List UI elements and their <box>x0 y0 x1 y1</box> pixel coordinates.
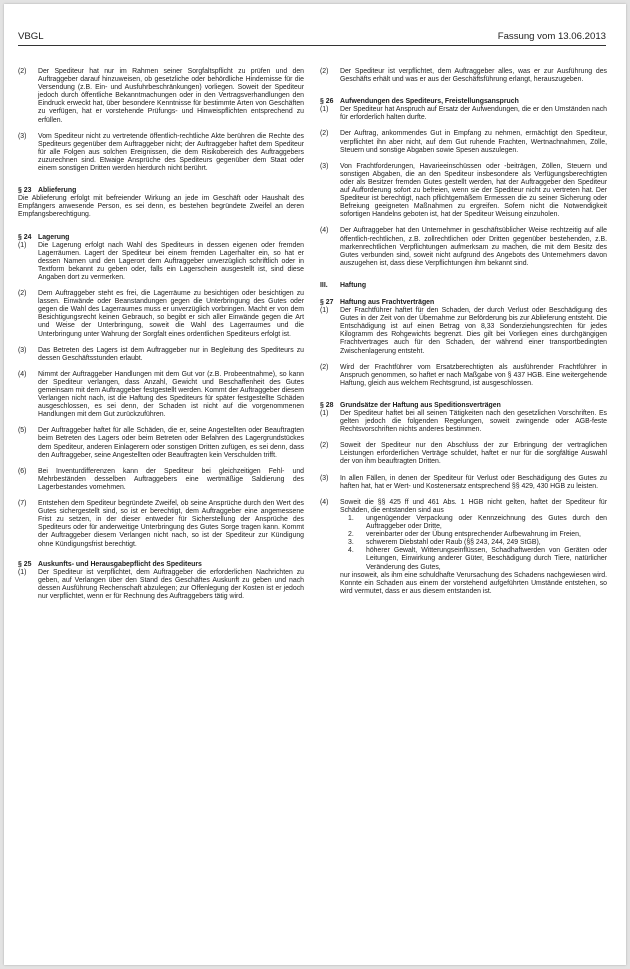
paragraph-text: Vom Spediteur nicht zu vertretende öffentlich-rechtliche Akte berühren die Rechte des Spediteurs gegenüber dem Auftraggeber nicht; der Auftraggeber haftet dem Spediteur für alle Folgen aus solchen Ereignissen, die dem Risikobereich des Auftraggebers zuzurechnen sind. Etwaige Ansprüche des Spediteurs gegenüber dem Staat oder einem sonstigen Dritten werden hierdurch nicht berührt. <box>38 132 304 173</box>
paragraph-number: (1) <box>18 241 27 249</box>
section-24-heading <box>18 234 304 242</box>
part-number: III. <box>320 281 328 289</box>
paragraph-number: (6) <box>18 467 27 475</box>
section-28-heading <box>320 402 607 410</box>
paragraph-number: (3) <box>320 474 329 482</box>
paragraph-text: Der Auftrag, ankommendes Gut in Empfang zu nehmen, ermächtigt den Spediteur, verpflichtet ihn aber nicht, auf dem Gut ruhende Frachten, Wertnachnahmen, Zölle, Steuern und sonstige Abgaben sowie Spesen auszulegen. <box>340 130 607 154</box>
paragraph-27-1 <box>320 307 607 356</box>
paragraph-text: Der Spediteur ist verpflichtet, dem Auftraggeber alles, was er zur Ausführung des Geschäfts erhält und was er aus der Geschäftsführung erlangt, herauszugeben. <box>340 68 607 84</box>
paragraph-22-3 <box>18 133 304 173</box>
paragraph-25-2 <box>320 68 607 84</box>
paragraph-22-2 <box>18 68 304 125</box>
paragraph-text: Der Spediteur hat nur im Rahmen seiner Sorgfaltspflicht zu prüfen und den Auftraggeber darauf hinzuweisen, ob gesetzliche oder behördliche Hindernisse für die Versendung (z.B. Ein- und Ausfuhrbeschränkungen) vorliegen. Soweit der Spediteur jedoch durch öffentliche Bekanntmachungen oder in den Vertragsverhandlungen den Eindruck erweckt hat, über besondere Kenntnisse für bestimmte Arten von Geschäften zu verfügen, hat er vorstehende Prüfungs- und Hinweispflichten entsprechend zu erfüllen. <box>38 68 304 124</box>
section-number: § 25 <box>18 560 32 568</box>
section-23-heading <box>18 187 304 195</box>
part-3-heading <box>320 282 607 290</box>
paragraph-text: Der Auftraggeber hat den Unternehmer in geschäftsüblicher Weise rechtzeitig auf alle öffentlich-rechtlichen, z.B. zollrechtlichen oder Dritten gegenüber bestehenden, z.B. markenrechtlichen Verpflichtungen aufmerksam zu machen, die mit dem Besitz des Gutes verbunden sind, soweit nicht aufgrund des Angebots des Unternehmers davon auszugehen ist, dass diese Verpflichtungen ihm bekannt sind. <box>340 227 607 267</box>
paragraph-number: (5) <box>18 427 27 435</box>
paragraph-24-3 <box>18 347 304 363</box>
paragraph-number: (3) <box>18 346 27 354</box>
paragraph-number: (2) <box>320 68 329 75</box>
document-page <box>4 4 626 965</box>
closing-paragraph: nur insoweit, als ihm eine schuldhafte Verursachung des Schadens nachgewiesen wird. Konnte ein Schaden aus einem der vorstehend aufgeführten Umstände entstehen, so wird vermutet, dass er aus diesem entstanden ist. <box>340 571 607 595</box>
paragraph-24-7 <box>18 500 304 549</box>
paragraph-text: Der Spediteur haftet bei all seinen Tätigkeiten nach den gesetzlichen Vorschriften. Es gelten jedoch die folgenden Regelungen, soweit zwingende oder AGB-feste Rechtsvorschriften nichts anderes bestimmen. <box>340 410 607 434</box>
section-25-heading <box>18 561 304 569</box>
section-title: Auskunfts- und Herausgabepflicht des Spediteurs <box>38 560 202 568</box>
paragraph-26-3 <box>320 163 607 220</box>
paragraph-text: Nimmt der Auftraggeber Handlungen mit dem Gut vor (z.B. Probeentnahme), so kann der Spediteur verlangen, dass Anzahl, Gewicht und Beschaffenheit des Gutes gemeinsam mit dem Auftraggeber festgestellt werden. Kommt der Auftraggeber diesem Verlangen nicht nach, ist die Haftung des Spediteurs für später festgestellte Schäden ausgeschlossen, es sei denn, der Schaden ist nicht auf die vorgenommenen Handlungen mit dem Gut zurückzuführen. <box>38 370 304 419</box>
paragraph-text: Entstehen dem Spediteur begründete Zweifel, ob seine Ansprüche durch den Wert des Gutes sichergestellt sind, so ist er berechtigt, dem Auftraggeber eine angemessene Frist zu setzen, in der dieser entweder für Sicherstellung der Ansprüche des Spediteurs oder für anderweitige Unterbringung des Gutes Sorge tragen kann. Kommt der Auftraggeber diesem Verlangen nicht nach, so ist der Spediteur zur Kündigung ohne Kündigungsfrist berechtigt. <box>38 500 304 548</box>
paragraph-text: Der Spediteur hat Anspruch auf Ersatz der Aufwendungen, die er den Umständen nach für erforderlich halten durfte. <box>340 106 607 122</box>
paragraph-number: (1) <box>18 568 27 576</box>
paragraph-number: (2) <box>320 130 329 138</box>
paragraph-number: (3) <box>320 162 329 170</box>
section-title: Lagerung <box>38 233 70 241</box>
left-column <box>18 68 304 609</box>
paragraph-24-2 <box>18 290 304 339</box>
paragraph-text: In allen Fällen, in denen der Spediteur für Verlust oder Beschädigung des Gutes zu haften hat, hat er Wert- und Kostenersatz entsprechend §§ 429, 430 HGB zu leisten. <box>340 474 607 490</box>
paragraph-text: Der Spediteur ist verpflichtet, dem Auftraggeber die erforderlichen Nachrichten zu geben, auf Verlangen über den Stand des Geschäftes Auskunft zu geben und nach dessen Ausführung Rechenschaft abzulegen; zur Offenlegung der Kosten ist er jedoch nur verpflichtet, wenn er für Rechnung des Auftraggebers tätig wird. <box>38 568 304 600</box>
paragraph-number: (2) <box>320 363 329 371</box>
paragraph-24-1 <box>18 242 304 282</box>
page-header <box>18 27 606 45</box>
section-number: § 24 <box>18 233 32 241</box>
section-23-text: Die Ablieferung erfolgt mit befreiender Wirkung an jede im Geschäft oder Haushalt des Empfängers anwesende Person, es sei denn, es bestehen begründete Zweifel an deren Empfangsberechtigung. <box>18 195 304 219</box>
section-title: Ablieferung <box>38 187 77 195</box>
paragraph-27-2 <box>320 364 607 388</box>
paragraph-28-3 <box>320 475 607 491</box>
list-item <box>340 547 607 571</box>
header-divider <box>18 45 606 46</box>
section-27-heading <box>320 299 607 307</box>
list-item <box>340 539 607 547</box>
paragraph-number: (1) <box>320 106 329 114</box>
paragraph-number: (4) <box>320 498 329 506</box>
list-item-number: 4. <box>348 547 354 555</box>
section-number: § 27 <box>320 298 334 306</box>
right-column <box>320 68 607 596</box>
paragraph-28-4 <box>320 499 607 515</box>
header-version-date: Fassung vom 13.06.2013 <box>497 31 606 42</box>
paragraph-text: Die Lagerung erfolgt nach Wahl des Spediteurs in dessen eigenen oder fremden Lagerräumen. Lagert der Spediteur bei einem fremden Lagerhalter ein, so hat er dessen Namen und den Lagerort dem Auftraggeber unverzüglich schriftlich oder in Textform bekannt zu geben oder, falls ein Lagerschein ausgestellt ist, sind diese Angaben dort zu vermerken. <box>38 241 304 281</box>
paragraph-26-4 <box>320 227 607 267</box>
list-item <box>340 531 607 539</box>
section-number: § 26 <box>320 98 334 106</box>
paragraph-text: Wird der Frachtführer vom Ersatzberechtigten als ausführender Frachtführer in Anspruch genommen, so haftet er nach Maßgabe von § 437 HGB. Eine weitergehende Haftung, gleich aus welchem Rechtsgrund, ist ausgeschlossen. <box>340 363 607 387</box>
section-number: § 23 <box>18 187 32 195</box>
list-item-text: ungenügender Verpackung oder Kennzeichnung des Gutes durch den Auftraggeber oder Dritte, <box>366 514 607 531</box>
section-title: Haftung aus Frachtverträgen <box>340 298 435 306</box>
paragraph-number: (1) <box>320 307 329 315</box>
section-title: Aufwendungen des Spediteurs, Freistellungsanspruch <box>340 98 519 106</box>
paragraph-text: Dem Auftraggeber steht es frei, die Lagerräume zu besichtigen oder besichtigen zu lassen. Einwände oder Beanstandungen gegen die Unterbringung des Gutes oder gegen die Wahl des Lagerraumes muss er unverzüglich vorbringen. Macht er von dem Besichtigungsrecht keinen Gebrauch, so begibt er sich aller Einwände gegen die Art und Weise der Unterbringung, soweit die Wahl des Lagerraumes und die Unterbringung unter Wahrung der Sorgfalt eines ordentlichen Spediteurs erfolgt ist. <box>38 290 304 338</box>
paragraph-24-4 <box>18 371 304 420</box>
paragraph-number: (4) <box>320 227 329 235</box>
paragraph-number: (7) <box>18 500 27 508</box>
paragraph-28-1 <box>320 410 607 434</box>
paragraph-number: (2) <box>320 442 329 450</box>
header-title: VBGL <box>18 31 44 42</box>
paragraph-number: (2) <box>18 68 27 75</box>
list-item-number: 1. <box>348 514 354 522</box>
section-title: Grundsätze der Haftung aus Speditionsverträgen <box>340 401 501 409</box>
paragraph-24-6 <box>18 468 304 492</box>
paragraph-28-2 <box>320 442 607 466</box>
list-item <box>340 515 607 531</box>
enumeration-list <box>320 515 607 596</box>
list-item-text: schwerem Diebstahl oder Raub (§§ 243, 244, 249 StGB), <box>366 539 541 547</box>
section-number: § 28 <box>320 401 334 409</box>
section-26-heading <box>320 98 607 106</box>
paragraph-25-1 <box>18 569 304 601</box>
list-item-number: 2. <box>348 531 354 539</box>
list-item-text: höherer Gewalt, Witterungseinflüssen, Schadhaftwerden von Geräten oder Leitungen, Einwirkung anderer Güter, Beschädigung durch Tiere, natürlicher Veränderung des Gutes, <box>366 547 607 571</box>
paragraph-number: (1) <box>320 410 329 417</box>
paragraph-number: (4) <box>18 370 27 378</box>
paragraph-text: Soweit die §§ 425 ff und 461 Abs. 1 HGB nicht gelten, haftet der Spediteur für Schäden, die entstanden sind aus <box>340 498 607 514</box>
paragraph-number: (2) <box>18 290 27 298</box>
paragraph-26-2 <box>320 130 607 154</box>
part-title: Haftung <box>340 281 367 289</box>
paragraph-text: Bei Inventurdifferenzen kann der Spediteur bei gleichzeitigen Fehl- und Mehrbeständen desselben Auftraggebers eine wertmäßige Saldierung des Lagerbestandes vornehmen. <box>38 467 304 491</box>
paragraph-26-1 <box>320 106 607 122</box>
paragraph-text: Der Auftraggeber haftet für alle Schäden, die er, seine Angestellten oder Beauftragten beim Betreten des Lagers oder beim Betreten oder Befahren des Lagergrundstückes dem Spediteur, anderen Einlagerern oder sonstigen Dritten zufügen, es sei denn, dass den Auftraggeber, seine Angestellten oder Beauftragten kein Verschulden trifft. <box>38 427 304 459</box>
paragraph-text: Soweit der Spediteur nur den Abschluss der zur Erbringung der vertraglichen Leistungen erforderlichen Verträge schuldet, haftet er nur für die sorgfältige Auswahl der von ihm beauftragten Dritten. <box>340 442 607 466</box>
list-item-number: 3. <box>348 539 354 547</box>
paragraph-text: Der Frachtführer haftet für den Schaden, der durch Verlust oder Beschädigung des Gutes in der Zeit von der Übernahme zur Beförderung bis zur Ablieferung entsteht. Die Entschädigung ist auf einen Betrag von 8,33 Sonderziehungsrechten für jedes Kilogramm des Rohgewichts begrenzt. Dies gilt bei Vorliegen eines durchgängigen Frachtvertrages auch für den Schaden, der während einer transportbedingten Zwischenlagerung entsteht. <box>340 307 607 355</box>
paragraph-24-5 <box>18 427 304 459</box>
list-item-text: vereinbarter oder der Übung entsprechender Aufbewahrung im Freien, <box>366 531 581 539</box>
paragraph-text: Das Betreten des Lagers ist dem Auftraggeber nur in Begleitung des Spediteurs zu dessen Geschäftsstunden erlaubt. <box>38 346 304 362</box>
paragraph-text: Von Frachtforderungen, Havarieeinschüssen oder -beiträgen, Zöllen, Steuern und sonstigen Abgaben, die an den Spediteur insbesondere als Verfügungsberechtigten oder als Besitzer fremden Gutes gestellt werden, hat der Auftraggeber den Spediteur auf Aufforderung sofort zu befreien, wenn sie der Spediteur nicht zu vertreten hat. Der Spediteur ist berechtigt, nach pflichtgemäßem Ermessen die zu seiner Sicherung oder Befreiung geeigneten Maßnahmen zu ergreifen. Sofern nicht die Notwendigkeit sofortigen Handelns geboten ist, hat der Spediteur Weisung einzuholen. <box>340 162 607 219</box>
paragraph-number: (3) <box>18 132 27 140</box>
